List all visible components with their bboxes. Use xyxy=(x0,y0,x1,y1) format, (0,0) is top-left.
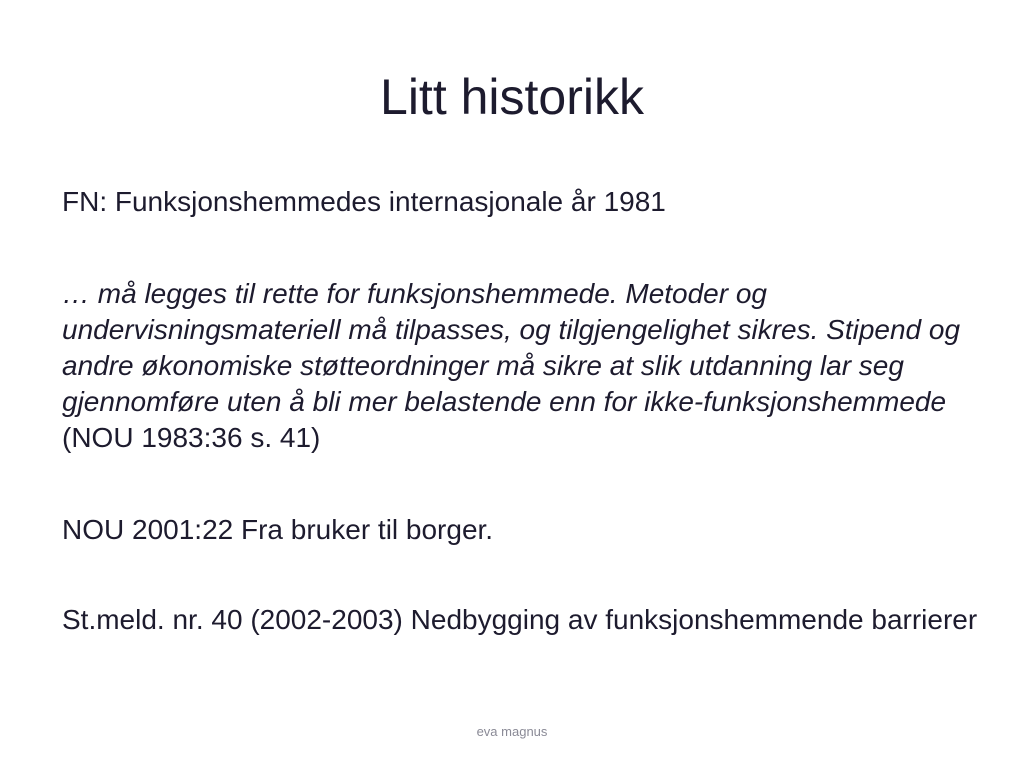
paragraph-fn-year: FN: Funksjonshemmedes internasjonale år 1981 xyxy=(62,186,666,217)
quote-source: (NOU 1983:36 s. 41) xyxy=(62,422,321,453)
quote-text: … må legges til rette for funksjonshemmede. Metoder og undervisningsmateriell må tilpasses, og tilgjengelighet sikres. Stipend og andre økonomiske støtteordninger må sikre at slik utdanning lar seg gjennomføre uten å bli mer belastende enn for ikke-funksjonshemmede xyxy=(62,278,961,417)
paragraph-nou-quote xyxy=(62,276,982,456)
paragraph-nou-2001: NOU 2001:22 Fra bruker til borger. xyxy=(62,514,494,545)
slide-title: Litt historikk xyxy=(380,69,644,125)
paragraph-st-meld: St.meld. nr. 40 (2002-2003) Nedbygging av funksjonshemmende barrierer xyxy=(62,604,978,635)
slide-footer: eva magnus xyxy=(476,724,548,739)
